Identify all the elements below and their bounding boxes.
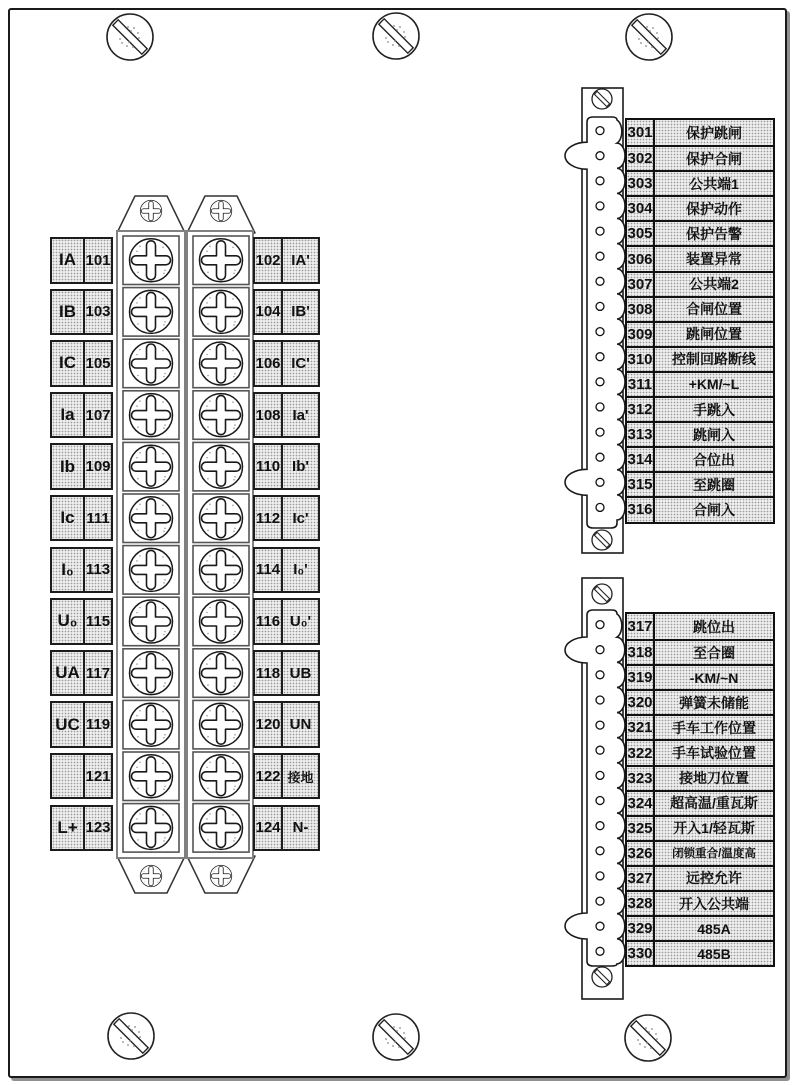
terminal-name-label: I₀' bbox=[283, 547, 320, 594]
terminal-row bbox=[50, 495, 113, 542]
pin-function-label: 公共端1 bbox=[655, 172, 773, 195]
terminal-row bbox=[253, 237, 320, 284]
slotted-screw-icon bbox=[625, 1015, 671, 1061]
pin-number: 313 bbox=[627, 423, 655, 446]
terminal-number: 103 bbox=[85, 289, 113, 336]
terminal-row bbox=[50, 547, 113, 594]
slotted-screw-icon bbox=[373, 13, 419, 59]
phillips-screw-icon bbox=[140, 200, 162, 222]
connector-row bbox=[627, 765, 773, 790]
connector-row bbox=[627, 471, 773, 496]
terminal-number: 118 bbox=[253, 650, 283, 697]
pin-number: 324 bbox=[627, 792, 655, 815]
terminal-name-label: IC' bbox=[283, 340, 320, 387]
terminal-number: 122 bbox=[253, 753, 283, 800]
terminal-name-label: UC bbox=[50, 701, 85, 748]
terminal-name-label: Ia' bbox=[283, 392, 320, 439]
pin-function-label: 合闸入 bbox=[655, 498, 773, 521]
slotted-screw-icon bbox=[592, 967, 612, 987]
terminal-number: 110 bbox=[253, 443, 283, 490]
pin-number: 310 bbox=[627, 348, 655, 371]
pin-number: 319 bbox=[627, 666, 655, 689]
pin-number: 330 bbox=[627, 942, 655, 965]
terminal-name-label bbox=[50, 753, 85, 800]
connector-row bbox=[627, 614, 773, 639]
terminal-name-label: UA bbox=[50, 650, 85, 697]
connector-row bbox=[627, 840, 773, 865]
connector-row bbox=[627, 396, 773, 421]
terminal-number: 108 bbox=[253, 392, 283, 439]
connector-row bbox=[627, 664, 773, 689]
connector-row bbox=[627, 346, 773, 371]
connector-row bbox=[627, 170, 773, 195]
slotted-screw-icon bbox=[626, 14, 672, 60]
pin-function-label: 弹簧未储能 bbox=[655, 691, 773, 714]
terminal-row bbox=[253, 753, 320, 800]
connector-row bbox=[627, 245, 773, 270]
pin-number: 304 bbox=[627, 197, 655, 220]
terminal-row bbox=[50, 340, 113, 387]
pin-function-label: 开入1/轻瓦斯 bbox=[655, 817, 773, 840]
terminal-name-label: IC bbox=[50, 340, 85, 387]
connector-row bbox=[627, 220, 773, 245]
pin-number: 321 bbox=[627, 716, 655, 739]
pin-function-label: 至合圈 bbox=[655, 641, 773, 664]
phillips-screw-icon bbox=[210, 200, 232, 222]
terminal-number: 112 bbox=[253, 495, 283, 542]
pin-number: 317 bbox=[627, 614, 655, 639]
phillips-screw-icon bbox=[140, 865, 162, 887]
pin-number: 316 bbox=[627, 498, 655, 521]
connector-a-housing bbox=[565, 117, 625, 528]
connector-row bbox=[627, 890, 773, 915]
terminal-row bbox=[50, 753, 113, 800]
terminal-number: 123 bbox=[85, 805, 113, 852]
connector-row bbox=[627, 145, 773, 170]
slotted-screw-icon bbox=[592, 530, 612, 550]
terminal-number: 114 bbox=[253, 547, 283, 594]
terminal-row bbox=[50, 805, 113, 852]
terminal-row bbox=[253, 289, 320, 336]
pin-function-label: 485A bbox=[655, 917, 773, 940]
terminal-number: 101 bbox=[85, 237, 113, 284]
pin-function-label: +KM/~L bbox=[655, 373, 773, 396]
pin-number: 318 bbox=[627, 641, 655, 664]
terminal-number: 120 bbox=[253, 701, 283, 748]
terminal-number: 111 bbox=[85, 495, 113, 542]
pin-number: 320 bbox=[627, 691, 655, 714]
terminal-row bbox=[253, 547, 320, 594]
slotted-screw-icon bbox=[592, 89, 612, 109]
pin-function-label: 手跳入 bbox=[655, 398, 773, 421]
pin-function-label: 装置异常 bbox=[655, 247, 773, 270]
phillips-screw-icon bbox=[210, 865, 232, 887]
pin-number: 329 bbox=[627, 917, 655, 940]
terminal-row bbox=[50, 443, 113, 490]
pin-number: 301 bbox=[627, 120, 655, 145]
slotted-screw-icon bbox=[373, 1014, 419, 1060]
terminal-number: 105 bbox=[85, 340, 113, 387]
pin-function-label: 公共端2 bbox=[655, 273, 773, 296]
left-terminal-left-labels bbox=[50, 237, 113, 851]
terminal-name-label: IB bbox=[50, 289, 85, 336]
connector-row bbox=[627, 714, 773, 739]
pin-function-label: 合位出 bbox=[655, 448, 773, 471]
pin-number: 309 bbox=[627, 323, 655, 346]
pin-number: 303 bbox=[627, 172, 655, 195]
pin-function-label: 接地刀位置 bbox=[655, 767, 773, 790]
terminal-name-label: L+ bbox=[50, 805, 85, 852]
terminal-row bbox=[50, 289, 113, 336]
terminal-row bbox=[50, 237, 113, 284]
connector-row bbox=[627, 271, 773, 296]
pin-function-label: 保护跳闸 bbox=[655, 120, 773, 145]
connector-a-label-table bbox=[625, 118, 775, 524]
terminal-number: 116 bbox=[253, 598, 283, 645]
terminal-row bbox=[253, 443, 320, 490]
connector-row bbox=[627, 446, 773, 471]
terminal-row bbox=[253, 805, 320, 852]
connector-row bbox=[627, 940, 773, 965]
left-terminal-right-labels bbox=[253, 237, 320, 851]
pin-function-label: 485B bbox=[655, 942, 773, 965]
terminal-row bbox=[253, 340, 320, 387]
terminal-row bbox=[50, 598, 113, 645]
terminal-name-label: IA' bbox=[283, 237, 320, 284]
terminal-number: 107 bbox=[85, 392, 113, 439]
pin-function-label: 合闸位置 bbox=[655, 298, 773, 321]
connector-row bbox=[627, 815, 773, 840]
terminal-name-label: Ic' bbox=[283, 495, 320, 542]
pin-number: 311 bbox=[627, 373, 655, 396]
terminal-row bbox=[253, 598, 320, 645]
terminal-row bbox=[253, 495, 320, 542]
connector-b bbox=[565, 578, 625, 999]
terminal-name-label: U₀ bbox=[50, 598, 85, 645]
pin-number: 322 bbox=[627, 741, 655, 764]
pin-number: 315 bbox=[627, 473, 655, 496]
connector-row bbox=[627, 321, 773, 346]
pin-function-label: 保护告警 bbox=[655, 222, 773, 245]
connector-row bbox=[627, 790, 773, 815]
pin-number: 326 bbox=[627, 842, 655, 865]
pin-number: 327 bbox=[627, 867, 655, 890]
pin-function-label: 跳闸位置 bbox=[655, 323, 773, 346]
terminal-number: 119 bbox=[85, 701, 113, 748]
pin-number: 325 bbox=[627, 817, 655, 840]
terminal-name-label: Ib bbox=[50, 443, 85, 490]
terminal-number: 106 bbox=[253, 340, 283, 387]
terminal-name-label: 接地 bbox=[283, 753, 320, 800]
pin-number: 314 bbox=[627, 448, 655, 471]
pin-function-label: 远控允许 bbox=[655, 867, 773, 890]
terminal-number: 102 bbox=[253, 237, 283, 284]
pin-number: 302 bbox=[627, 147, 655, 170]
pin-function-label: 手车工作位置 bbox=[655, 716, 773, 739]
terminal-name-label: UN bbox=[283, 701, 320, 748]
pin-function-label: 控制回路断线 bbox=[655, 348, 773, 371]
terminal-number: 113 bbox=[85, 547, 113, 594]
pin-number: 307 bbox=[627, 273, 655, 296]
terminal-name-label: Ib' bbox=[283, 443, 320, 490]
terminal-number: 117 bbox=[85, 650, 113, 697]
slotted-screw-icon bbox=[107, 14, 153, 60]
terminal-number: 104 bbox=[253, 289, 283, 336]
connector-row bbox=[627, 371, 773, 396]
terminal-name-label: Ic bbox=[50, 495, 85, 542]
terminal-number: 124 bbox=[253, 805, 283, 852]
connector-row bbox=[627, 865, 773, 890]
terminal-row bbox=[50, 701, 113, 748]
connector-row bbox=[627, 739, 773, 764]
slotted-screw-icon bbox=[592, 584, 612, 604]
terminal-name-label: UB bbox=[283, 650, 320, 697]
pin-number: 312 bbox=[627, 398, 655, 421]
pin-number: 305 bbox=[627, 222, 655, 245]
terminal-number: 109 bbox=[85, 443, 113, 490]
connector-b-label-table bbox=[625, 612, 775, 967]
connector-row bbox=[627, 421, 773, 446]
terminal-name-label: U₀' bbox=[283, 598, 320, 645]
terminal-row bbox=[253, 650, 320, 697]
pin-function-label: 手车试验位置 bbox=[655, 741, 773, 764]
pin-function-label: 至跳圈 bbox=[655, 473, 773, 496]
connector-row bbox=[627, 195, 773, 220]
connector-a bbox=[565, 88, 625, 553]
pin-function-label: 跳位出 bbox=[655, 614, 773, 639]
pin-function-label: 超高温/重瓦斯 bbox=[655, 792, 773, 815]
connector-row bbox=[627, 689, 773, 714]
pin-number: 308 bbox=[627, 298, 655, 321]
terminal-row bbox=[253, 701, 320, 748]
connector-b-housing bbox=[565, 610, 625, 966]
slotted-screw-icon bbox=[108, 1013, 154, 1059]
connector-row bbox=[627, 915, 773, 940]
terminal-row bbox=[253, 392, 320, 439]
terminal-number: 115 bbox=[85, 598, 113, 645]
pin-function-label: 跳闸入 bbox=[655, 423, 773, 446]
terminal-row bbox=[50, 650, 113, 697]
pin-function-label: 闭锁重合/温度高 bbox=[655, 842, 773, 865]
pin-number: 323 bbox=[627, 767, 655, 790]
pin-function-label: 开入公共端 bbox=[655, 892, 773, 915]
connector-row bbox=[627, 639, 773, 664]
terminal-name-label: Ia bbox=[50, 392, 85, 439]
pin-function-label: 保护动作 bbox=[655, 197, 773, 220]
terminal-name-label: IA bbox=[50, 237, 85, 284]
pin-function-label: 保护合闸 bbox=[655, 147, 773, 170]
pin-number: 328 bbox=[627, 892, 655, 915]
connector-row bbox=[627, 296, 773, 321]
terminal-name-label: N- bbox=[283, 805, 320, 852]
connector-row bbox=[627, 120, 773, 145]
terminal-number: 121 bbox=[85, 753, 113, 800]
terminal-name-label: I₀ bbox=[50, 547, 85, 594]
pin-function-label: -KM/~N bbox=[655, 666, 773, 689]
pin-number: 306 bbox=[627, 247, 655, 270]
terminal-name-label: IB' bbox=[283, 289, 320, 336]
connector-row bbox=[627, 496, 773, 521]
terminal-row bbox=[50, 392, 113, 439]
